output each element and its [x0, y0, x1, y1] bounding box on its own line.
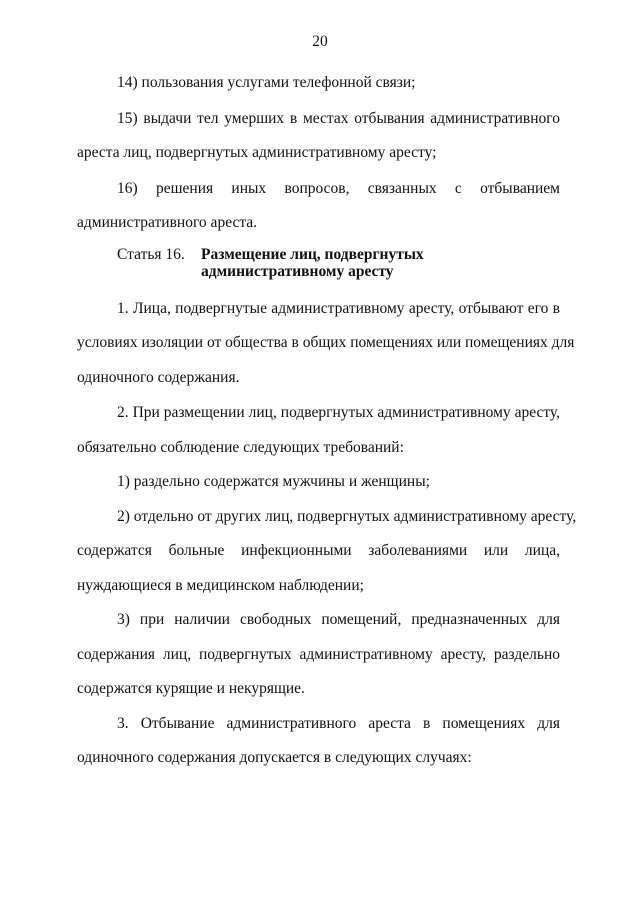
list-item-15-line1: 15) выдачи тел умерших в местах отбывания административного — [117, 110, 560, 127]
list-item-16-line1: 16) решения иных вопросов, связанных с отбыванием — [117, 180, 560, 197]
page-number: 20 — [312, 33, 328, 50]
list-item-14: 14) пользования услугами телефонной связи; — [117, 74, 416, 91]
article-title-line2: административному аресту — [201, 263, 394, 280]
requirement-2-line1: 2) отдельно от других лиц, подвергнутых административному аресту, — [117, 508, 577, 525]
requirement-3-line2: содержания лиц, подвергнутых административному аресту, раздельно — [77, 646, 560, 663]
requirement-1: 1) раздельно содержатся мужчины и женщины; — [117, 473, 430, 490]
paragraph-1-line1: 1. Лица, подвергнутые административному аресту, отбывают его в — [117, 300, 560, 317]
requirement-3-line3: содержатся курящие и некурящие. — [77, 680, 305, 697]
article-title — [201, 246, 501, 280]
paragraph-1-line3: одиночного содержания. — [77, 369, 240, 386]
requirement-2-line2: содержатся больные инфекционными заболеваниями или лица, — [77, 542, 560, 559]
requirement-2-line3: нуждающиеся в медицинском наблюдении; — [77, 577, 364, 594]
paragraph-2-line2: обязательно соблюдение следующих требований: — [77, 439, 404, 456]
list-item-16-line2: административного ареста. — [77, 214, 258, 231]
paragraph-1-line2: условиях изоляции от общества в общих помещениях или помещениях для — [77, 334, 575, 351]
article-title-line1: Размещение лиц, подвергнутых — [201, 246, 424, 263]
paragraph-3-line1: 3. Отбывание административного ареста в помещениях для — [117, 715, 560, 732]
article-number: Статья 16. — [117, 246, 185, 263]
requirement-3-line1: 3) при наличии свободных помещений, предназначенных для — [117, 611, 560, 628]
list-item-15-line2: ареста лиц, подвергнутых административному аресту; — [77, 144, 437, 161]
paragraph-2-line1: 2. При размещении лиц, подвергнутых административному аресту, — [117, 404, 560, 421]
paragraph-3-line2: одиночного содержания допускается в следующих случаях: — [77, 749, 472, 766]
